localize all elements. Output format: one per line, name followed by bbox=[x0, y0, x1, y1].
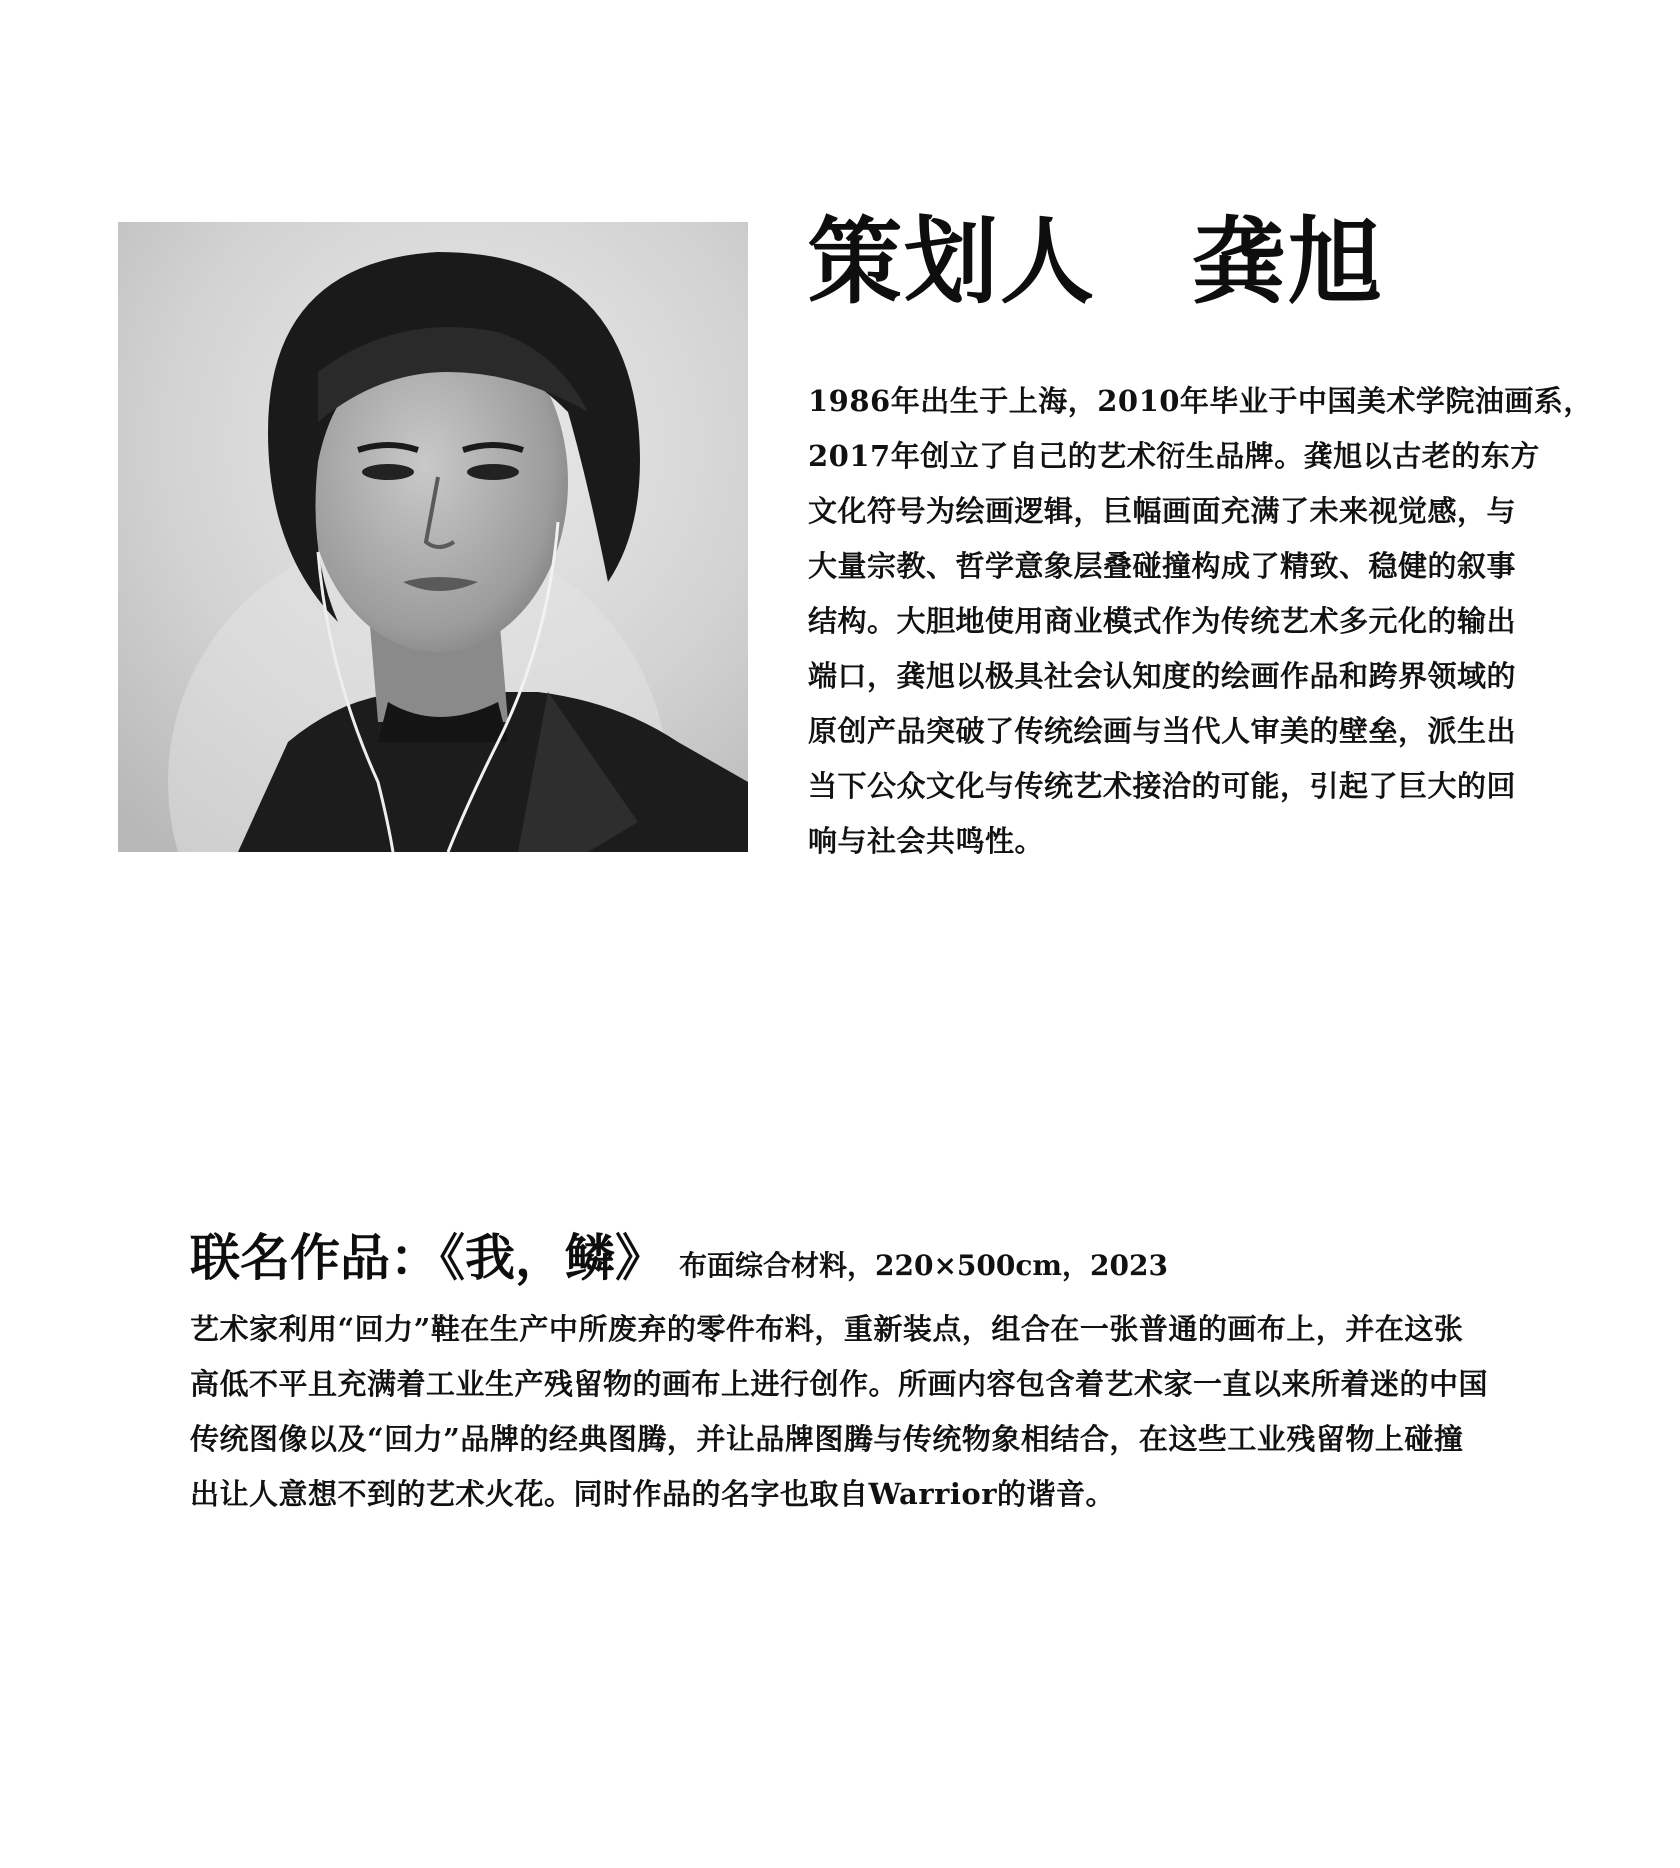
curator-bio bbox=[808, 374, 1598, 869]
work-description bbox=[190, 1302, 1530, 1522]
work-desc-line: 高低不平且充满着工业生产残留物的画布上进行创作。所画内容包含着艺术家一直以来所着迷的中国 bbox=[190, 1367, 1489, 1401]
bio-line: 2017年创立了自己的艺术衍生品牌。龚旭以古老的东方 bbox=[808, 439, 1540, 473]
bio-line: 原创产品突破了传统绘画与当代人审美的壁垒，派生出 bbox=[808, 714, 1517, 748]
work-desc-line: 艺术家利用“回力”鞋在生产中所废弃的零件布料，重新装点，组合在一张普通的画布上，并在这张 bbox=[190, 1312, 1464, 1346]
bio-line: 1986年出生于上海，2010年毕业于中国美术学院油画系， bbox=[808, 384, 1593, 418]
bio-line: 端口，龚旭以极具社会认知度的绘画作品和跨界领域的 bbox=[808, 659, 1517, 693]
curator-portrait bbox=[118, 222, 748, 852]
work-title: 联名作品：《我，鳞》 bbox=[190, 1228, 665, 1287]
bio-line: 当下公众文化与传统艺术接洽的可能，引起了巨大的回 bbox=[808, 769, 1517, 803]
work-desc-line: 传统图像以及“回力”品牌的经典图腾，并让品牌图腾与传统物象相结合，在这些工业残留物上碰撞 bbox=[190, 1422, 1464, 1456]
curator-name-heading: 策划人 龚旭 bbox=[808, 207, 1385, 317]
bio-line: 文化符号为绘画逻辑，巨幅画面充满了未来视觉感，与 bbox=[808, 494, 1517, 528]
bio-line: 响与社会共鸣性。 bbox=[808, 824, 1045, 858]
work-meta: 布面综合材料，220×500cm，2023 bbox=[679, 1249, 1168, 1282]
work-desc-line: 出让人意想不到的艺术火花。同时作品的名字也取自Warrior的谐音。 bbox=[190, 1477, 1116, 1511]
bio-line: 大量宗教、哲学意象层叠碰撞构成了精致、稳健的叙事 bbox=[808, 549, 1517, 583]
portrait-illustration bbox=[118, 222, 748, 852]
work-heading bbox=[190, 1218, 1168, 1290]
bio-line: 结构。大胆地使用商业模式作为传统艺术多元化的输出 bbox=[808, 604, 1517, 638]
